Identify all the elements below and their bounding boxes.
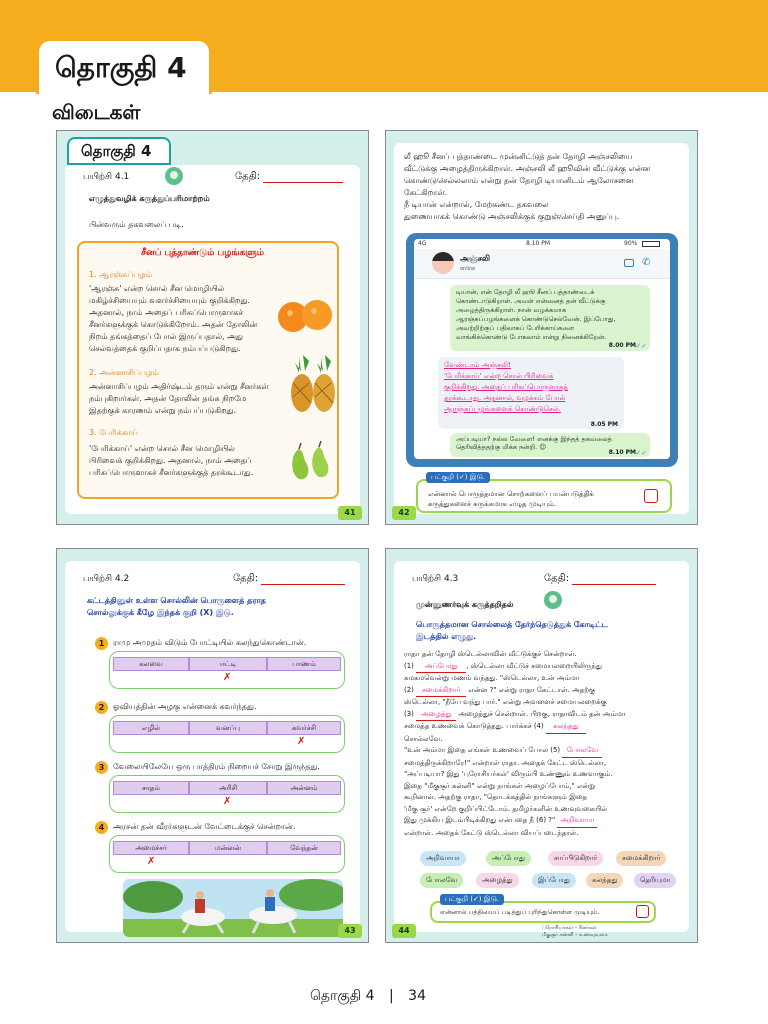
- contact-name: அஞ்சலி: [460, 254, 491, 263]
- instruction: பின்வரும் தகவலைப் படி.: [89, 220, 184, 229]
- msg-line: தரக்கூடாது. அதனால், வழக்கம் போல்: [444, 394, 566, 402]
- footer-page-number: 34: [408, 988, 426, 1004]
- check-label: பட்குறி (✓) இடு.: [426, 472, 490, 483]
- word-bank-chip[interactable]: அழைத்து: [476, 873, 519, 888]
- exercise-label: பயிற்சி 4.2: [83, 574, 130, 584]
- date-line: [263, 182, 343, 183]
- cross-mark: ✗: [147, 856, 156, 867]
- word-bank-chip[interactable]: அறிவாயா: [420, 851, 466, 866]
- cross-mark: ✗: [223, 796, 232, 807]
- passage-line: (3) அழைத்து அழைத்துச் சென்றாள். பிறகு, ராதாவிடம் தன் அம்மா: [404, 709, 682, 722]
- check-line: கருத்துகளைச் சுருக்கமாக எழுத முடியும்.: [428, 500, 557, 508]
- text-line: அன்னாசிப்பழம் அதிர்ஷ்டம் தரும் என்று சீனர்கள்: [89, 382, 269, 391]
- msg-line: குறிக்கிறது. அதைப் பரிசுப்பொருளாகத்: [444, 383, 568, 391]
- word-bank-chip[interactable]: அப்போது: [486, 851, 531, 866]
- date-line: [261, 584, 345, 585]
- text-line: வீட்டுக்கு அழைத்திருக்கிறாள். அஞ்சலி லீ ஹூவின் வீட்டுக்கு என்ன: [404, 164, 651, 173]
- page-number: 42: [392, 506, 416, 520]
- unit-title: தொகுதி 4: [36, 38, 212, 94]
- page-43-thumbnail: [56, 548, 369, 943]
- glossary-line: மீகுசூர் கன்னி – உணவுவகை: [542, 932, 608, 938]
- text-line: அதனால், நாம் அதைப் பரிசுப்பொருளாகச்: [89, 308, 243, 317]
- msg-line: அவற்றிற்குப் பதிலாகப் பேரிக்காய்களை: [456, 324, 575, 332]
- instruction-line: இடத்தில் எழுது.: [416, 632, 477, 641]
- exercise-label: பயிற்சி 4.3: [412, 574, 459, 584]
- msg-line: தெரிவித்ததற்கு மிக்க நன்றி. ☺: [456, 443, 547, 451]
- passage-paragraph-2: [404, 745, 682, 839]
- text-line: 'பேரிக்காய்' என்ற சொல் சீன மொழியில்: [89, 444, 235, 453]
- page-41-content: [65, 165, 360, 514]
- self-check-box: [416, 473, 672, 513]
- option-chip[interactable]: எழில்: [113, 721, 189, 735]
- section-heading: எழுத்துவழிக் கருத்துப்பரிமாற்றம்: [89, 194, 210, 203]
- status-bar: [414, 239, 670, 249]
- exercise-label: பயிற்சி 4.1: [83, 172, 130, 182]
- page-43-content: [65, 561, 360, 932]
- text-line: பரிசுப்பொருளாகச் சீனர்களுக்குத் தரக்கூடாது.: [89, 468, 254, 477]
- text-line: கேட்கிறாள்.: [404, 188, 448, 197]
- footer-separator: |: [388, 988, 394, 1004]
- text-line: துணையாகக் கொண்டு அஞ்சலிக்குக் குறுஞ்செய்தி அனுப்பு.: [404, 212, 620, 221]
- instruction-line: சொல்லுக்குக் கீழே இந்தக் குறி (X) இடு.: [87, 608, 234, 617]
- section-3-text: [89, 443, 279, 479]
- section-2-title: 2. அன்னாசிப்பழம்: [89, 368, 159, 377]
- page-44-thumbnail: [385, 548, 698, 943]
- answer-3[interactable]: அழைத்து: [416, 709, 456, 722]
- signal-text: 4G: [418, 240, 427, 247]
- glossary: [542, 925, 608, 939]
- pineapple-image: [287, 353, 337, 419]
- intro-text: [404, 151, 674, 223]
- msg-line: அழைத்திருக்கிறாள். நான் வழக்கமாக: [456, 306, 566, 314]
- text-line: நிறம் தங்கத்தைப் போல் இருப்பதால், அது: [89, 332, 243, 341]
- msg-line: ஆரஞ்சுப்பழங்களைக் கொண்டுசெல்.: [444, 405, 561, 413]
- date-label: தேதி:: [233, 573, 259, 584]
- footer-unit: தொகுதி 4: [310, 988, 375, 1004]
- question-number: 2: [95, 701, 108, 714]
- page-41-thumbnail: [56, 130, 369, 525]
- msg-line: கொண்டாடுகிறாள். அவள் என்னைத் தன் வீட்டுக்கு: [456, 297, 606, 305]
- passage-line: என்றாள். அதைக் கேட்டு ஸ்டெல்லா வியப்படைந்தாள்.: [404, 828, 579, 837]
- instruction-line: கட்டத்தினுள் உள்ள சொல்லின் பொருளைத் தராத: [87, 596, 266, 605]
- page-44-content: [394, 561, 689, 938]
- text-line: லீ ஹூ சீனப் புத்தாண்டை முன்னிட்டுத் தன் தோழி அஞ்சலியை: [404, 152, 633, 161]
- question-number: 3: [95, 761, 108, 774]
- option-chip[interactable]: அன்னம்: [267, 781, 341, 795]
- passage-line: இதை "மீகுசூர் கன்னி" என்று நாங்கள் அழைப்போம்," என்று: [404, 781, 596, 790]
- pear-image: [285, 439, 335, 487]
- word-bank-chip[interactable]: தெரியுமா: [634, 873, 676, 888]
- question-4: அரசன் தன் வீரர்களுடன் வேட்டைக்குச் சென்றான்.: [113, 822, 296, 831]
- tree-icon: [165, 167, 183, 185]
- text-line: நீ டியான் என்றால், மேற்கண்ட தகவலை: [404, 200, 549, 209]
- message-bubble-2: [438, 357, 624, 429]
- info-box: [77, 241, 339, 499]
- word-bank-chip[interactable]: சமைக்கிறார்: [616, 851, 666, 866]
- instruction: [87, 595, 266, 619]
- msg-line: வாங்கிக்கொண்டு போகலாம் என்று நினைக்கிறேன்.: [456, 333, 607, 341]
- passage-line: "உன் அம்மா இதை எங்கள் உணவைப் போல (5) போலவே: [404, 745, 682, 758]
- page-number: 44: [392, 924, 416, 938]
- section-1-title: 1. ஆரஞ்சுப்பழம்: [89, 270, 153, 279]
- text-line: 'ஆரஞ்சு' என்ற சொல் சீன மொழியில்: [89, 284, 225, 293]
- passage-line: ஸ்டெல்லா, "நீயே வந்து பார்." என்று அவளைச் சமையலறைக்கு: [404, 698, 607, 706]
- date-label: தேதி:: [235, 171, 261, 182]
- read-ticks-icon: ✓✓: [635, 449, 647, 457]
- msg-time: 8.00 PM: [608, 342, 636, 349]
- passage-line: சமைத்த உணவைக் கொடுத்தது. பார்க்கச் (4) கலந்தது: [404, 721, 682, 734]
- word-bank-chip[interactable]: கலந்தது: [586, 873, 623, 888]
- option-chip[interactable]: பாணம்: [267, 657, 341, 671]
- text-line: மகிழ்ச்சியையும் வளர்ச்சியையும் குறிக்கிறது.: [89, 296, 250, 305]
- option-chip[interactable]: சாதம்: [113, 781, 189, 795]
- passage-line: கூறினாள். அதற்கு ராதா, "தொடக்கத்தில் நாங்களும் இதை: [404, 793, 588, 801]
- message-bubble-1: [450, 285, 650, 351]
- message-bubble-3: [450, 433, 650, 457]
- question-number: 1: [95, 637, 108, 650]
- option-chip[interactable]: ஈட்டி: [189, 657, 267, 671]
- page-number: 43: [338, 924, 362, 938]
- hunting-scene-image: [123, 879, 343, 937]
- msg-time: 8.05 PM: [590, 421, 618, 428]
- video-call-icon[interactable]: [624, 259, 634, 267]
- answers-heading: விடைகள்: [52, 100, 141, 124]
- passage-line: சொல்லவே.: [404, 734, 443, 743]
- option-chip[interactable]: வேந்தன்: [267, 841, 341, 855]
- option-chip[interactable]: கவர்ச்சி: [267, 721, 341, 735]
- status-time: 8.10 PM: [526, 240, 551, 247]
- text-line: இதற்குக் காரணம் என்று நம்பப்படுகிறது.: [89, 406, 237, 415]
- word-bank-chip[interactable]: சாப்பிடுகிறார்: [548, 851, 603, 866]
- check-box[interactable]: [636, 905, 649, 918]
- check-label: பட்குறி (✓) இடு.: [440, 894, 504, 905]
- self-check-box: [430, 895, 656, 923]
- answer-5[interactable]: போலவே: [562, 745, 602, 758]
- text-line: சீனர்களுக்குக் கொடுக்கிறோம். அதன் தோலின்: [89, 320, 258, 329]
- read-ticks-icon: ✓✓: [635, 342, 647, 350]
- passage-line: 'மீகு சூர்' என்றே குறிப்பிட்டோம். தமிழர்களின் உணவுவகையில்: [404, 804, 608, 813]
- option-chip[interactable]: கலவை: [113, 657, 189, 671]
- msg-line: டியான், என் தோழி லீ ஹூ சீனப் புத்தாண்டைக்: [456, 288, 595, 296]
- page-footer: [310, 988, 426, 1006]
- instruction-line: பொருத்தமான சொல்லைத் தேர்ந்தெடுத்துக் கோடிட்ட: [416, 620, 608, 629]
- passage-line: இது முக்கிய இடம்பிடிக்கிறது என்பதை நீ (6) ?" அறிவாயா: [404, 815, 682, 828]
- section-1-text: [89, 283, 269, 355]
- passage-line: கமகமவென்று மணம் வந்தது. "ஸ்டெல்லா, உன் அம்மா: [404, 674, 580, 682]
- text-line: நம்புகிறார்கள். அதன் தோலின் தங்க நிறமே: [89, 394, 247, 403]
- contact-status: online: [460, 266, 476, 272]
- phone-call-icon[interactable]: ✆: [642, 257, 651, 268]
- passage-line: (2) சமைக்கிறார் என்ன ?" என்று ராதா கேட்டாள். அதற்கு: [404, 685, 682, 698]
- question-number: 4: [95, 821, 108, 834]
- question-3: வேலையிலேயே ஒரு பாத்திரம் நிறையச் சோறு இருந்தது.: [113, 762, 320, 771]
- info-box-title: சீனப் புத்தாண்டும் பழங்களும்: [141, 248, 264, 258]
- check-line: என்னால் பொருத்தமான சொற்களைப் பயன்படுத்திக்: [428, 490, 594, 498]
- text-line: செல்வத்தைக் குறிப்பதாக நம்பப்படுகிறது.: [89, 344, 241, 353]
- msg-line: வேண்டாம் அஞ்சலி!: [444, 361, 511, 369]
- avatar: [432, 252, 454, 274]
- passage-line: "அப்படியா? இது 'புரோசியர்கள்' விரும்பி உண்ணும் உணவாகும்.: [404, 770, 613, 778]
- page-42-thumbnail: [385, 130, 698, 525]
- chat-header: [414, 249, 670, 279]
- option-chip[interactable]: அமைச்சர்: [113, 841, 189, 855]
- word-bank-chip[interactable]: போலவே: [420, 873, 463, 888]
- cross-mark: ✗: [297, 736, 306, 747]
- option-chip[interactable]: அரிசி: [189, 781, 267, 795]
- page-41-tab: தொகுதி 4: [67, 137, 171, 165]
- word-bank-chip[interactable]: இப்போது: [532, 873, 576, 888]
- passage-line: (1) அப்போது , ஸ்டெல்லா வீட்டுச் சமையலறையிலிருந்து: [404, 661, 682, 674]
- answer-1[interactable]: அப்போது: [416, 661, 466, 674]
- check-box[interactable]: [644, 489, 658, 503]
- passage-line: சமைத்திருக்கிறாரே!" என்றாள் ராதா. அதைக் கேட்ட ஸ்டெல்லா,: [404, 758, 607, 767]
- msg-line: ஆரஞ்சுப்பழங்களைக் கொண்டுசெல்வேன். இப்போது,: [456, 315, 616, 323]
- msg-line: 'பேரிக்காய்' என்ற சொல் பிரிவைக்: [444, 372, 554, 380]
- option-chip[interactable]: மன்னன்: [189, 841, 267, 855]
- section-3-title: 3. பேரிக்காய்: [89, 428, 138, 437]
- phone-frame: [406, 233, 678, 467]
- answer-6[interactable]: அறிவாயா: [557, 815, 597, 828]
- glossary-line: ப்ரோசியர்கள் – சீனர்கள்: [542, 925, 597, 931]
- msg-time: 8.10 PM: [608, 449, 636, 456]
- option-chip[interactable]: வனப்பு: [189, 721, 267, 735]
- battery-icon: [642, 241, 660, 247]
- orange-fruit-image: [275, 295, 335, 339]
- instruction: [416, 619, 608, 643]
- check-text: என்னால் பத்தியைப் படித்துப் புரிந்துகொள்ள முடியும்.: [440, 908, 600, 916]
- section-2-text: [89, 381, 269, 417]
- tree-icon: [544, 591, 562, 609]
- date-line: [572, 584, 656, 585]
- answer-2[interactable]: சமைக்கிறார்: [416, 685, 466, 698]
- msg-line: அப்படியா? நல்ல வேளை! எனக்கு இந்தத் தகவலைத்: [456, 435, 612, 443]
- answer-4[interactable]: கலந்தது: [546, 721, 586, 734]
- phone-screen: [414, 239, 670, 459]
- page-number: 41: [338, 506, 362, 520]
- section-heading: முன்னுணர்வுக் கருத்தறிதல்: [416, 600, 514, 609]
- question-1: ராமு அமுதம் விடும் போட்டியில் கலந்துகொண்டான்.: [113, 638, 307, 647]
- cross-mark: ✗: [223, 672, 232, 683]
- passage-line: ராதா தன் தோழி ஸ்டெல்லாவின் வீட்டுக்குச் சென்றாள்.: [404, 650, 577, 658]
- battery-text: 90%: [624, 240, 638, 247]
- question-2: ஓவியத்தின் அழகு என்னைக் கவர்ந்தது.: [113, 702, 257, 711]
- date-label: தேதி:: [544, 573, 570, 584]
- passage-paragraph-1: [404, 649, 682, 745]
- text-line: பிரிவைக் குறிக்கிறது. அதனால், நாம் அதைப்: [89, 456, 252, 465]
- check-text: [428, 489, 594, 509]
- page-42-content: [394, 143, 689, 514]
- text-line: கொண்டுசெல்லலாம் என்று தன் தோழி டியானிடம் ஆலோசனை: [404, 176, 634, 185]
